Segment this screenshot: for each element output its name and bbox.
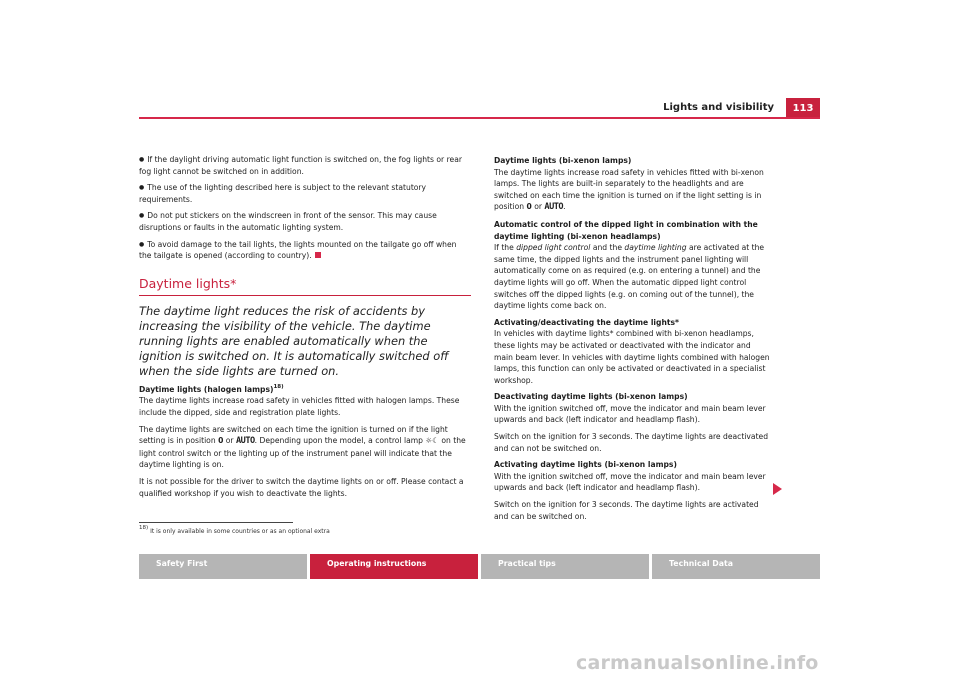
deactivating-heading: Deactivating daytime lights (bi-xenon lamps) [494,392,688,402]
page-header [139,98,820,120]
section-lead: The daytime light reduces the risk of accidents by increasing the visibility of the vehicle. The daytime running lights are enabled automatically when the ignition is switched on. It is automatically switched off when the side lights are turned on. [139,303,449,378]
section-rule [139,295,471,296]
watermark: carmanualsonline.info [576,652,819,674]
left-column [139,154,471,504]
tab-technical-data[interactable]: Technical Data [652,554,820,579]
section-end-icon [315,252,321,258]
footnote-ref[interactable]: 18) [273,383,284,390]
bullet-item: ● Do not put stickers on the windscreen in front of the sensor. This may cause disruptions or faults in the automatic lighting system. [139,211,437,232]
halogen-paragraph: Daytime lights (halogen lamps)$^{18)}$ The daytime lights increase road safety in vehicles fitted with halogen lamps. These include the dipped, side and registration plate lights. [139,384,471,419]
bullet-icon: ● [139,156,145,163]
auto-control-heading: Automatic control of the dipped light in combination with the daytime lighting (bi-xenon headlamps) [494,219,758,241]
bullet-icon: ● [139,184,145,192]
chapter-title: Lights and visibility [663,102,774,113]
footnote-number: 18) [139,525,149,531]
activating-paragraph: Activating daytime lights (bi-xenon lamps) With the ignition switched off, move the indicator and main beam lever upwards and back (left indicator and headlamp flash). [494,459,770,494]
bullet-item: ● If the daylight driving automatic light function is switched on, the fog lights or rear fog light cannot be switched on in addition. [139,155,462,176]
tab-safety-first[interactable]: Safety First [139,554,307,579]
page-number: 113 [786,98,820,119]
bixenon-paragraph: Daytime lights (bi-xenon lamps) The daytime lights increase road safety in vehicles fitted with bi-xenon lamps. The lights are built-in separately to the headlights and are switched on each time the ignition is turned on if the light setting is in position 0 or AUTO. [494,155,770,214]
auto-symbol: AUTO [544,202,564,213]
halogen-paragraph-3: It is not possible for the driver to switch the daytime lights on or off. Please contact a qualified workshop if you wish to deactivate the lights. [139,476,464,498]
halogen-heading: Daytime lights (halogen lamps)$^{18)}$ [139,383,284,394]
activating-deactivating-heading: Activating/deactivating the daytime lights* [494,317,679,327]
deactivating-paragraph-2: Switch on the ignition for 3 seconds. The daytime lights are deactivated and can not be switched on. [494,432,769,453]
auto-control-paragraph: Automatic control of the dipped light in combination with the daytime lighting (bi-xenon headlamps) If the dipped light control and the daytime lighting are activated at the same time, the dipped lights and the instrument panel lighting will automatically come on as required (e.g. on entering a tunnel) and the daytime lights will go off. When the automatic dipped light control switches off the dipped lights (e.g. on coming out of the tunnel), the daytime lights come back on. [494,219,770,312]
bullet-item: ● To avoid damage to the tail lights, the lights mounted on the tailgate go off when the tailgate is opened (according to country). [139,239,457,261]
halogen-paragraph-2: The daytime lights are switched on each time the ignition is turned on if the light setting is in position 0 or AUTO. Depending upon the model, a control lamp ☼☾ on the light control switch or the lighting up of the instrument panel will indicate that the daytime lighting is on. [139,424,466,470]
daytime-lights-section [139,276,471,296]
footnote-rule [139,522,293,523]
tab-practical-tips[interactable]: Practical tips [481,554,649,579]
activating-paragraph-2: Switch on the ignition for 3 seconds. The daytime lights are activated and can be switched on. [494,500,759,521]
bullet-item: ● The use of the lighting described here is subject to the relevant statutory requirements. [139,183,427,204]
bullet-icon: ● [139,240,145,248]
section-title: Daytime lights* [139,275,237,291]
position-0-symbol: 0 [218,436,224,446]
activating-deactivating-paragraph: Activating/deactivating the daytime lights* In vehicles with daytime lights* combined with bi-xenon headlamps, these lights may be activated or deactivated with the indicator and main beam lever. In vehicles with daytime lights combined with halogen lamps, this function can only be activated or deactivated in a specialist workshop. [494,317,770,385]
position-0-symbol: 0 [526,202,532,212]
header-rule [139,117,820,119]
tab-operating-instructions[interactable]: Operating instructions [310,554,478,579]
bixenon-heading: Daytime lights (bi-xenon lamps) [494,156,632,165]
right-column [494,154,770,527]
footer-navigation [139,554,820,579]
auto-symbol: AUTO [235,436,255,447]
deactivating-paragraph: Deactivating daytime lights (bi-xenon lamps) With the ignition switched off, move the indicator and main beam lever upwards and back (left indicator and headlamp flash). [494,391,770,426]
activating-heading: Activating daytime lights (bi-xenon lamps) [494,460,677,470]
bullet-icon: ● [139,212,145,220]
daytime-lamp-icon: ☼☾ [425,436,439,446]
footnote: $^{18)}$ It is only available in some countries or as an optional extra [139,525,330,535]
continue-arrow-icon[interactable] [773,483,782,495]
